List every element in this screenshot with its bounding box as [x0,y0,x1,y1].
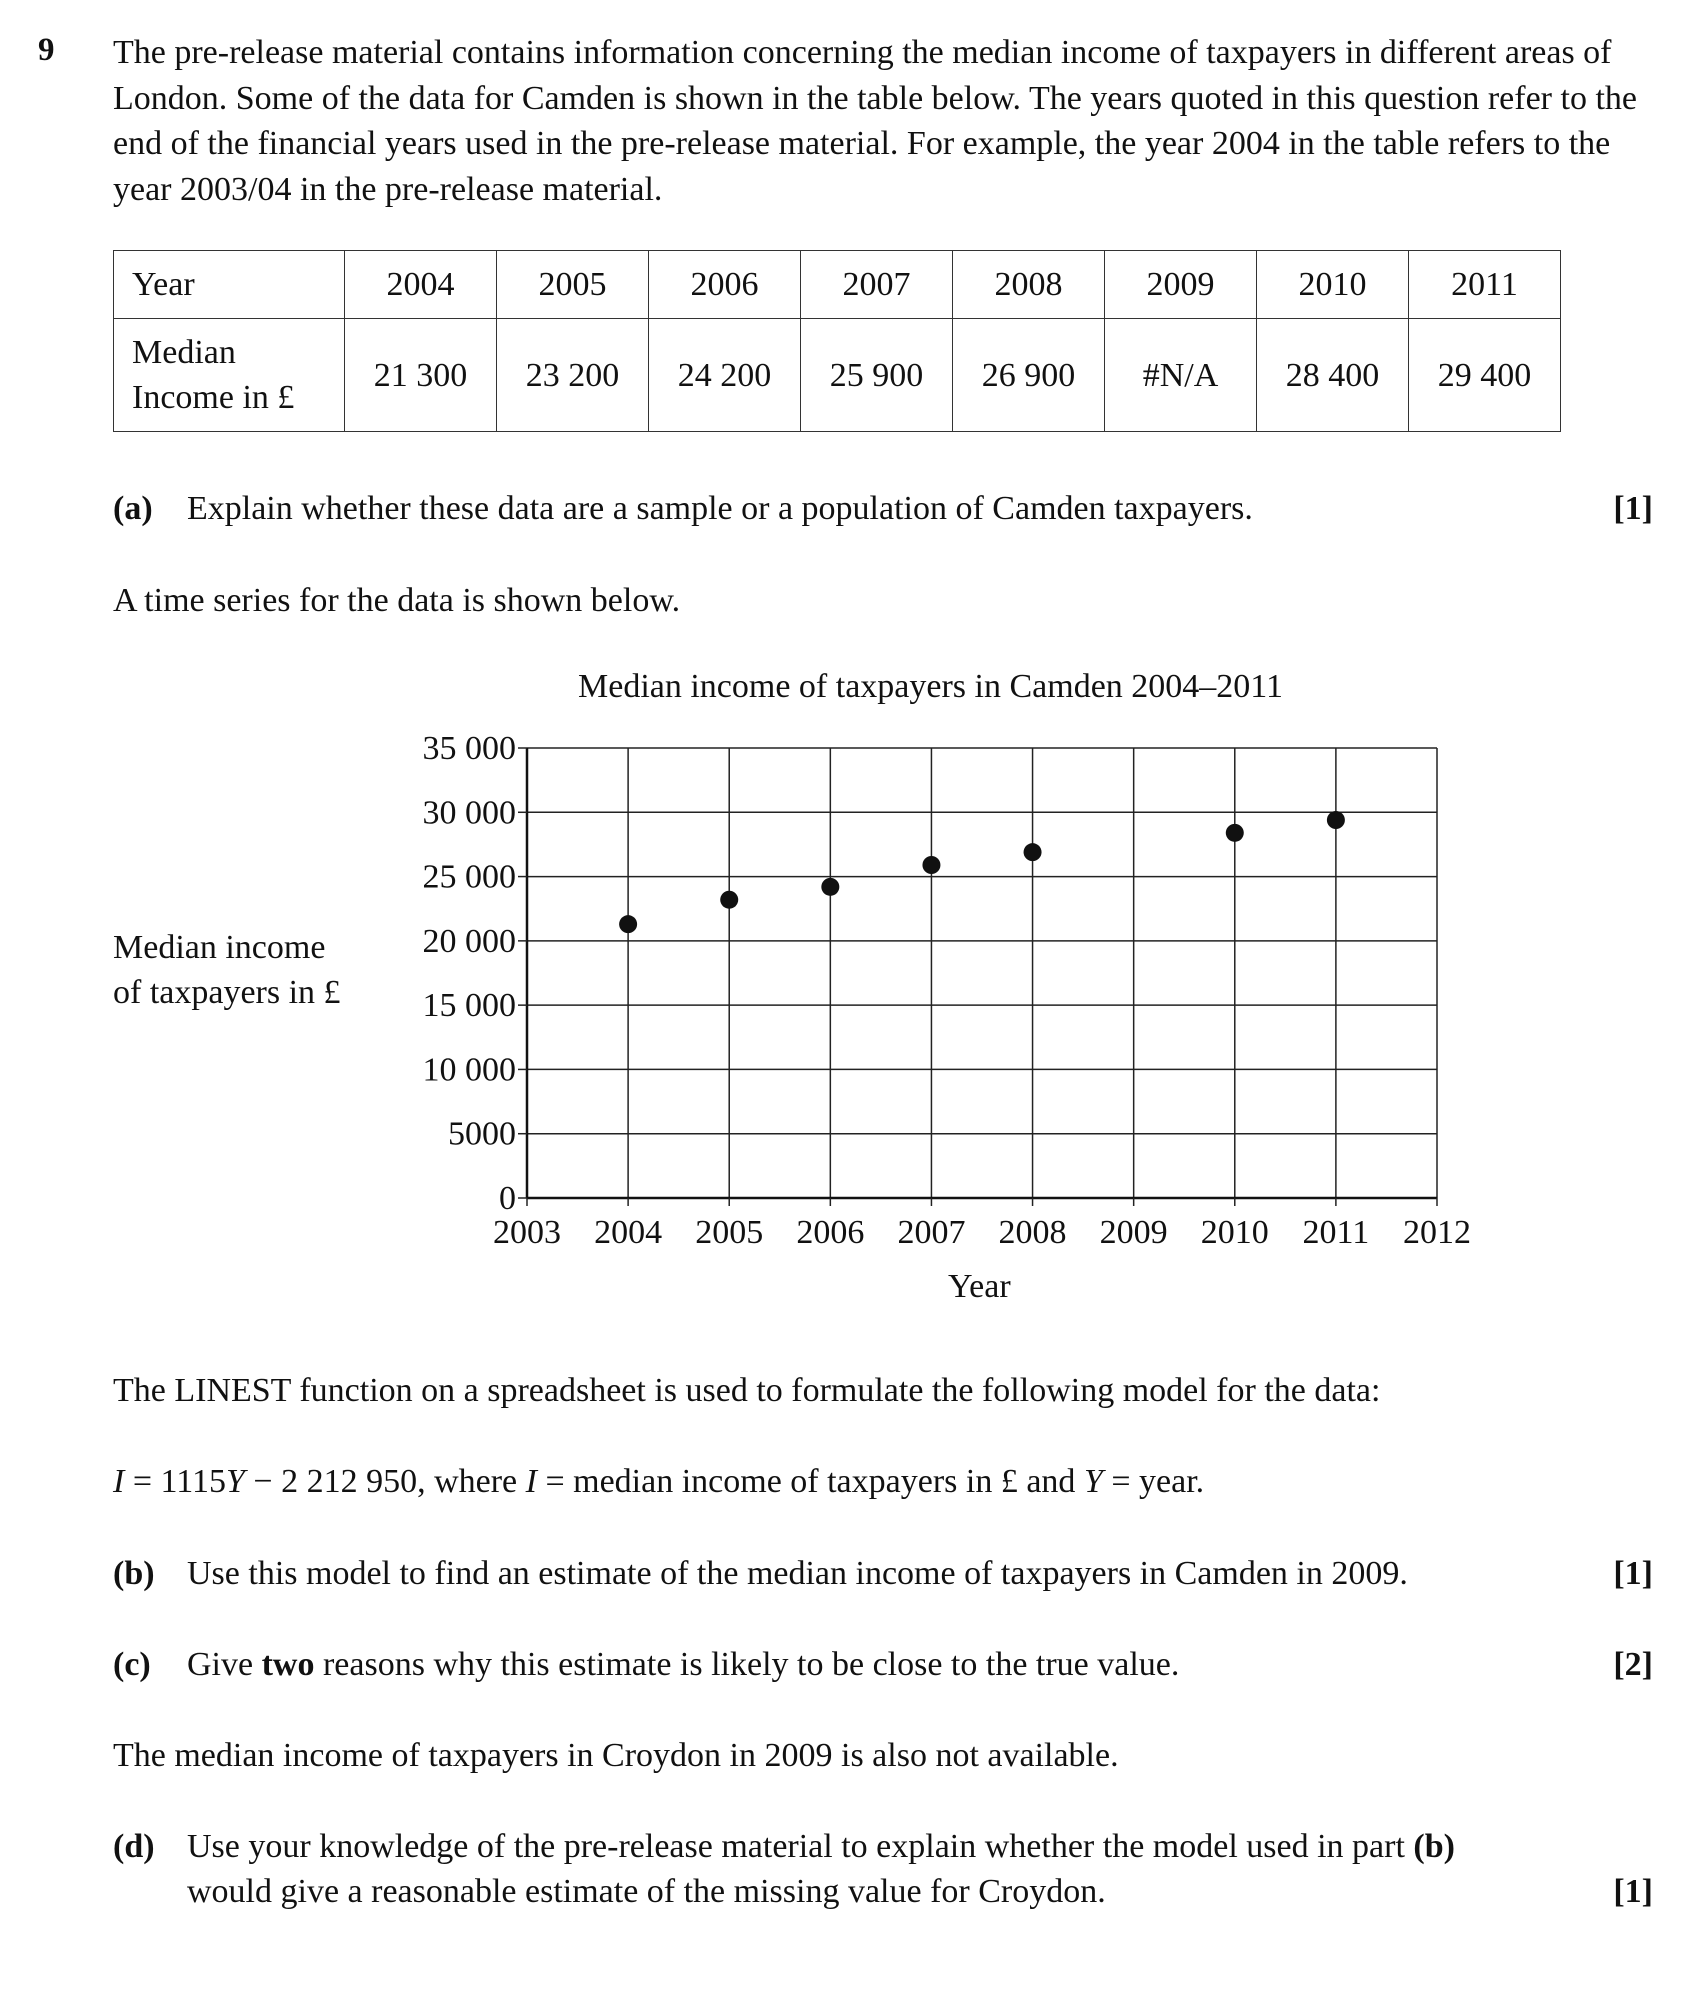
part-c-marks: [2] [1613,1646,1653,1683]
x-tick-label: 2011 [1302,1214,1370,1251]
table-cell-year: 2008 [953,251,1105,319]
model-eq-part3: = median income of taxpayers in £ and [536,1463,1084,1500]
y-tick-label: 10 000 [422,1051,516,1089]
table-cell-income: #N/A [1105,319,1257,432]
table-header-year: Year [114,251,345,319]
x-tick-label: 2007 [897,1214,966,1251]
chart-y-ticks [423,730,528,1217]
data-point [1024,843,1042,861]
model-eq-part4: = year. [1102,1463,1205,1500]
chart-x-axis-label: Year [948,1268,1011,1305]
part-c-text-bold: two [261,1646,315,1683]
part-a-marks: [1] [1613,490,1653,527]
part-b-marks: [1] [1613,1555,1653,1592]
data-point [922,856,940,874]
y-tick-label: 30 000 [422,794,516,832]
table-cell-year: 2007 [801,251,953,319]
data-point [720,891,738,909]
part-c-text-before: Give [187,1646,262,1683]
table-cell-year: 2009 [1105,251,1257,319]
model-var-I-def: I [525,1463,537,1500]
y-tick-label: 15 000 [422,987,516,1025]
question-number: 9 [38,32,55,68]
part-d-label: (d) [113,1828,155,1865]
model-eq-part1: = 1115 [124,1463,226,1500]
table-cell-year: 2005 [497,251,649,319]
table-cell-income: 29 400 [1409,319,1561,432]
part-c-label: (c) [113,1646,151,1683]
part-d [113,1828,1653,1923]
table-cell-income: 25 900 [801,319,953,432]
y-tick-label: 5000 [448,1115,516,1153]
model-equation [113,1463,1204,1501]
chart-y-axis-label-line2: of taxpayers in £ [113,974,341,1011]
x-tick-label: 2012 [1403,1214,1471,1251]
linest-intro: The LINEST function on a spreadsheet is used to formulate the following model for the data: [113,1372,1381,1409]
croydon-note: The median income of taxpayers in Croydon in 2009 is also not available. [113,1737,1119,1774]
y-tick-label: 35 000 [422,730,516,767]
table-header-income-line1: Median [132,334,236,371]
x-tick-label: 2010 [1200,1214,1269,1251]
model-eq-part2: − 2 212 950, where [244,1463,526,1500]
table-header-income-line2: Income in £ [132,379,295,416]
part-a-text: Explain whether these data are a sample or a population of Camden taxpayers. [187,490,1253,527]
chart-y-axis-label-line1: Median income [113,929,326,966]
data-point [821,878,839,896]
time-series-intro: A time series for the data is shown below. [113,582,681,619]
part-d-line2: would give a reasonable estimate of the missing value for Croydon. [187,1873,1106,1910]
table-cell-income: 24 200 [649,319,801,432]
intro-text: The pre-release material contains information concerning the median income of taxpayers in different areas of London. Some of the data for Camden is shown in the table below. The years quoted in this question refer to the end of the financial years used in the pre-release material. For example, the year 2004 in the table refers to the year 2003/04 in the pre-release material. [113,34,1637,208]
table-cell-year: 2006 [649,251,801,319]
table-cell-income: 26 900 [953,319,1105,432]
table-cell-income: 23 200 [497,319,649,432]
chart-title: Median income of taxpayers in Camden 2004–2011 [578,668,1284,705]
chart-grid [527,748,1437,1198]
x-tick-label: 2009 [1099,1214,1168,1251]
part-d-line1 [187,1828,1455,1866]
y-tick-label: 0 [499,1180,516,1217]
x-tick-label: 2008 [998,1214,1067,1251]
x-tick-label: 2003 [493,1214,561,1251]
chart-points [619,811,1345,933]
data-point [619,915,637,933]
part-b [113,1555,1613,1600]
x-tick-label: 2005 [695,1214,764,1251]
table-cell-income: 28 400 [1257,319,1409,432]
data-point [1327,811,1345,829]
x-tick-label: 2004 [594,1214,663,1251]
model-var-Y-def: Y [1083,1463,1103,1500]
x-tick-label: 2006 [796,1214,865,1251]
data-point [1226,824,1244,842]
table-cell-year: 2010 [1257,251,1409,319]
table-cell-year: 2004 [345,251,497,319]
y-tick-label: 20 000 [422,922,516,960]
part-c [113,1646,1613,1691]
table-cell-income: 21 300 [345,319,497,432]
part-d-line1-bold: (b) [1413,1828,1455,1865]
part-d-marks: [1] [1613,1873,1653,1910]
part-c-text-after: reasons why this estimate is likely to be close to the true value. [314,1646,1180,1683]
model-var-I: I [113,1463,125,1500]
part-a-label: (a) [113,490,153,527]
part-b-text: Use this model to find an estimate of the median income of taxpayers in Camden in 2009. [187,1555,1408,1592]
part-b-label: (b) [113,1555,155,1592]
model-var-Y: Y [225,1463,245,1500]
table-cell-year: 2011 [1409,251,1561,319]
part-c-text [187,1646,1179,1684]
y-tick-label: 25 000 [422,858,516,896]
chart-x-ticks [493,1198,1471,1251]
chart-axes [527,748,1437,1198]
part-d-line1-text: Use your knowledge of the pre-release material to explain whether the model used in part [187,1828,1414,1865]
